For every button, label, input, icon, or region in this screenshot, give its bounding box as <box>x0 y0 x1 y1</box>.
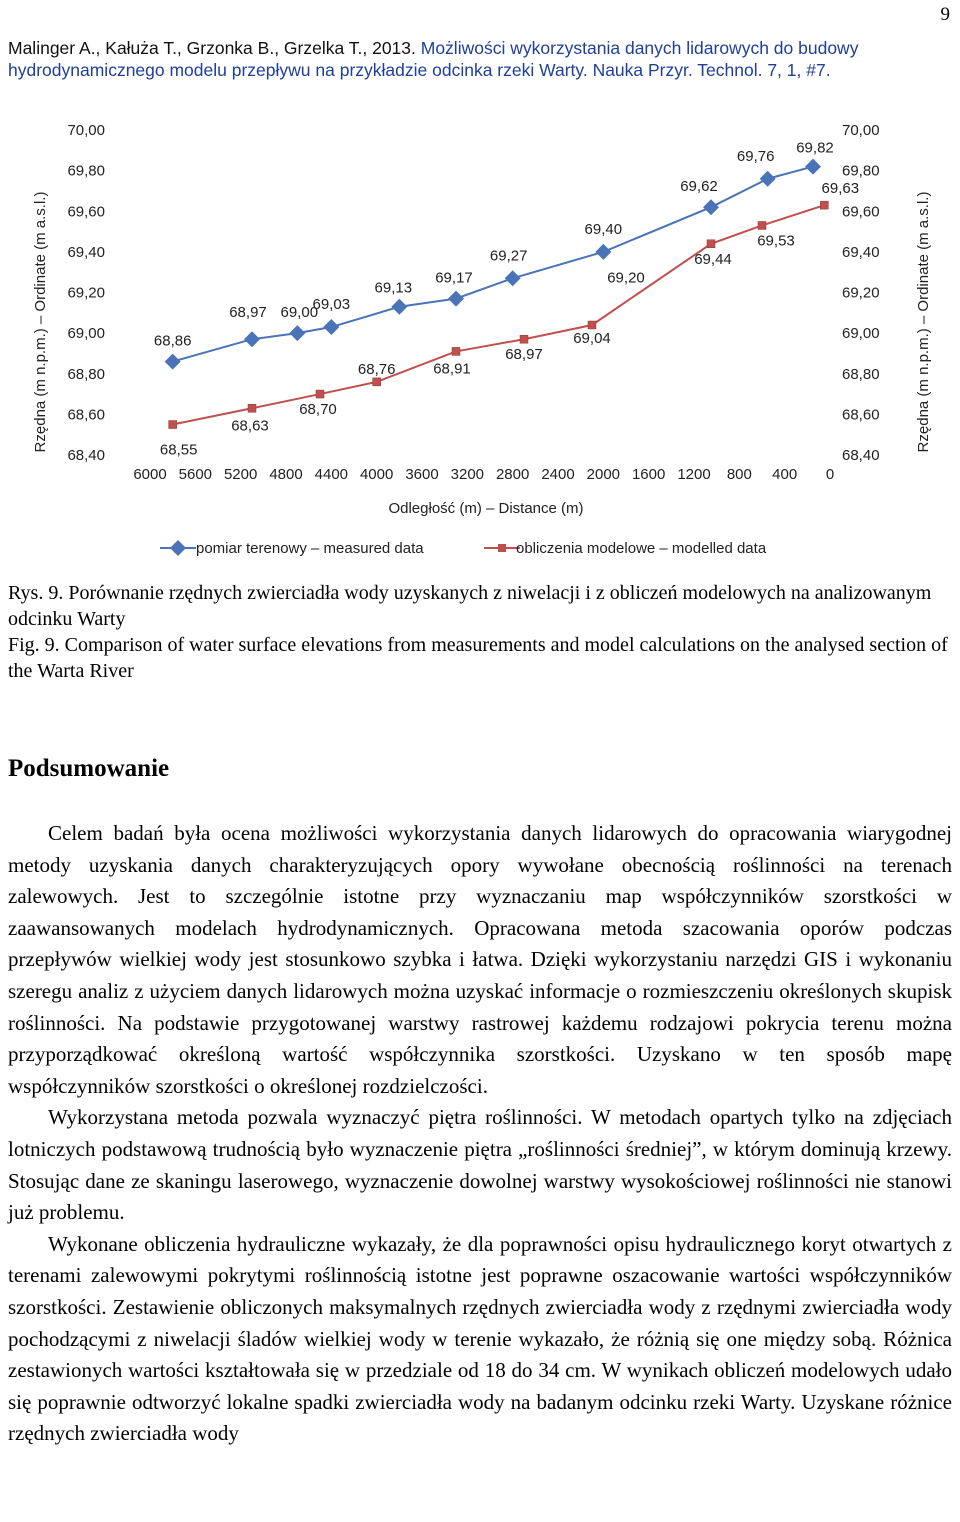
figure-caption-pl: Rys. 9. Porównanie rzędnych zwierciadła wody uzyskanych z niwelacji i z obliczeń modelowych na analizowanym odcinku Warty <box>8 582 932 630</box>
x-tick-label: 3600 <box>405 466 439 483</box>
x-tick-label: 4400 <box>314 466 349 483</box>
modelled-point <box>373 378 381 386</box>
modelled-label: 69,63 <box>821 180 860 198</box>
x-tick-label: 4800 <box>269 466 303 483</box>
y-tick-label-right: 69,40 <box>842 243 880 261</box>
measured-point <box>505 270 521 286</box>
x-tick-label: 6000 <box>133 466 167 483</box>
modelled-label: 68,97 <box>505 346 543 364</box>
x-tick-label: 3200 <box>450 466 485 483</box>
y-tick-label-left: 70,00 <box>67 122 105 139</box>
y-tick-label-right: 69,00 <box>842 325 880 343</box>
x-tick-label: 5600 <box>178 466 213 483</box>
measured-label: 69,76 <box>736 147 775 165</box>
y-tick-label-right: 69,20 <box>842 284 880 302</box>
legend-label-measured: pomiar terenowy – measured data <box>196 540 424 557</box>
modelled-label: 68,63 <box>231 417 269 435</box>
series-lines <box>173 167 825 425</box>
measured-label: 68,86 <box>153 332 192 350</box>
measured-point <box>703 199 719 215</box>
modelled-point <box>758 221 766 229</box>
modelled-label: 68,70 <box>299 401 337 419</box>
citation-source-link[interactable]: hydrodynamicznego modelu przepływu na przykładzie odcinka rzeki Warty. Nauka Przyr. Technol. 7, 1, #7. <box>8 60 831 80</box>
x-tick-label: 4000 <box>359 466 394 483</box>
y-tick-label-right: 69,60 <box>842 203 880 221</box>
y-tick-label-left: 69,60 <box>67 203 105 221</box>
modelled-point <box>452 347 460 355</box>
x-axis <box>133 466 834 483</box>
measured-point <box>448 291 464 307</box>
modelled-label: 68,55 <box>159 441 198 459</box>
y-tick-label-right: 68,60 <box>842 406 880 424</box>
measured-point <box>165 354 181 370</box>
elevation-chart <box>0 110 960 570</box>
figure-caption-en: Fig. 9. Comparison of water surface elevations from measurements and model calculations on the analysed section of the Warta River <box>8 634 948 682</box>
y-tick-label-left: 68,80 <box>67 365 105 383</box>
modelled-point <box>520 335 528 343</box>
modelled-point <box>169 421 177 429</box>
modelled-point <box>588 321 596 329</box>
citation-title-link[interactable]: Możliwości wykorzystania danych lidarowych do budowy <box>420 38 859 58</box>
measured-label: 69,82 <box>796 139 834 157</box>
y-tick-label-left: 68,40 <box>67 447 105 464</box>
y-tick-label-left: 68,60 <box>67 406 105 424</box>
y-axis-title-left: Rzędna (m n.p.m.) – Ordinate (m a.s.l.) <box>32 191 49 453</box>
body-text <box>8 818 952 1450</box>
x-tick-label: 2000 <box>586 466 621 483</box>
x-tick-label: 5200 <box>223 466 258 483</box>
measured-label: 69,17 <box>435 269 473 287</box>
measured-point <box>244 331 260 347</box>
modelled-label: 69,53 <box>757 232 795 250</box>
measured-point <box>595 244 611 260</box>
x-tick-label: 2800 <box>495 466 530 483</box>
y-axis-right <box>842 122 880 464</box>
extra-data-label: 69,20 <box>607 269 645 287</box>
measured-label: 69,00 <box>280 304 319 322</box>
measured-label: 69,40 <box>584 220 623 238</box>
y-tick-label-left: 69,40 <box>67 243 105 261</box>
x-tick-label: 1600 <box>631 466 666 483</box>
legend-marker-measured <box>170 540 186 556</box>
modelled-point <box>248 404 256 412</box>
modelled-label: 68,76 <box>357 360 396 378</box>
citation-header <box>8 37 928 81</box>
measured-point <box>323 319 339 335</box>
modelled-point <box>316 390 324 398</box>
measured-label: 69,03 <box>312 296 351 314</box>
y-tick-label-right: 68,40 <box>842 447 880 464</box>
modelled-label: 69,44 <box>694 250 732 268</box>
legend <box>160 540 767 557</box>
measured-point <box>805 159 821 175</box>
measured-point <box>391 299 407 315</box>
x-tick-label: 400 <box>772 466 798 483</box>
x-tick-label: 800 <box>726 466 752 483</box>
x-tick-label: 2400 <box>541 466 575 483</box>
modelled-point <box>820 201 828 209</box>
y-tick-label-left: 69,00 <box>67 325 105 343</box>
y-tick-label-right: 68,80 <box>842 365 880 383</box>
paragraph: Celem badań była ocena możliwości wykorzystania danych lidarowych do opracowania wiarygodnej metody uzyskania danych charakteryzujących opory wywołane obecnością roślinności na terenach zalewowych. Jest to szczególnie istotne przy wyznaczaniu map współczynników szorstkości w zaawansowanych modelach hydrodynamicznych. Opracowana metoda szacowania oporów podczas przepływów wielkiej wody jest stosunkowo szybka i łatwa. Dzięki wykorzystaniu narzędzi GIS i wykonaniu szeregu analiz z użyciem danych lidarowych można uzyskać informacje o rozmieszczeniu określonych skupisk roślinności. Na podstawie przygotowanej warstwy rastrowej każdemu rodzajowi pokrycia terenu można przyporządkować określoną wartość współczynnika szorstkości. Uzyskano w ten sposób mapę współczynników szorstkości o określonej rozdzielczości. <box>8 821 952 1098</box>
modelled-label: 69,04 <box>573 330 611 347</box>
y-axis-title-right: Rzędna (m n.p.m.) – Ordinate (m a.s.l.) <box>915 191 932 453</box>
measured-label: 68,97 <box>229 304 267 322</box>
paragraph: Wykonane obliczenia hydrauliczne wykazały, że dla poprawności opisu hydraulicznego koryt otwartych z terenami zalewowymi pokrytymi roślinnością istotne jest poprawne oszacowanie wartości współczynników szorstkości. Zestawienie obliczonych maksymalnych rzędnych zwierciadła wody z rzędnymi zwierciadła wody pochodzącymi z niwelacji śladów wielkiej wody w terenie wykazało, że różnią się one między sobą. Różnica zestawionych wartości kształtowała się w przedziale od 18 do 34 cm. W wynikach obliczeń modelowych udało się poprawnie odtworzyć lokalne spadki zwierciadła wody na badanym odcinku rzeki Warty. Uzyskane różnice rzędnych zwierciadła wody <box>8 1231 952 1446</box>
measured-point <box>289 325 305 341</box>
measured-point <box>760 171 776 187</box>
y-tick-label-left: 69,80 <box>67 162 105 180</box>
legend-marker-modelled <box>498 544 506 552</box>
data-labels <box>154 140 859 459</box>
y-tick-label-right: 70,00 <box>842 122 880 139</box>
modelled-label: 68,91 <box>433 360 471 378</box>
legend-label-modelled: obliczenia modelowe – modelled data <box>516 540 767 557</box>
measured-label: 69,27 <box>489 247 528 265</box>
y-tick-label-left: 69,20 <box>67 284 105 302</box>
y-axis-left <box>67 122 105 464</box>
y-tick-label-right: 69,80 <box>842 162 880 180</box>
section-heading: Podsumowanie <box>8 755 170 782</box>
measured-label: 69,13 <box>374 279 413 297</box>
x-tick-label: 1200 <box>677 466 711 483</box>
x-axis-title: Odległość (m) – Distance (m) <box>388 500 584 517</box>
citation-authors: Malinger A., Kałuża T., Grzonka B., Grzelka T., 2013. <box>8 38 421 58</box>
series-line-1 <box>173 205 825 424</box>
paragraph: Wykorzystana metoda pozwala wyznaczyć piętra roślinności. W metodach opartych tylko na zdjęciach lotniczych podstawową trudnością było wyznaczenie piętra „roślinności średniej”, w którym dominują krzewy. Stosując dane ze skaningu laserowego, wyznaczenie dowolnej warstwy wysokościowej roślinności nie stanowi już problemu. <box>8 1105 952 1225</box>
modelled-point <box>707 240 715 248</box>
measured-label: 69,62 <box>680 178 718 196</box>
page-number: 9 <box>940 4 950 25</box>
x-tick-label: 0 <box>825 466 835 483</box>
